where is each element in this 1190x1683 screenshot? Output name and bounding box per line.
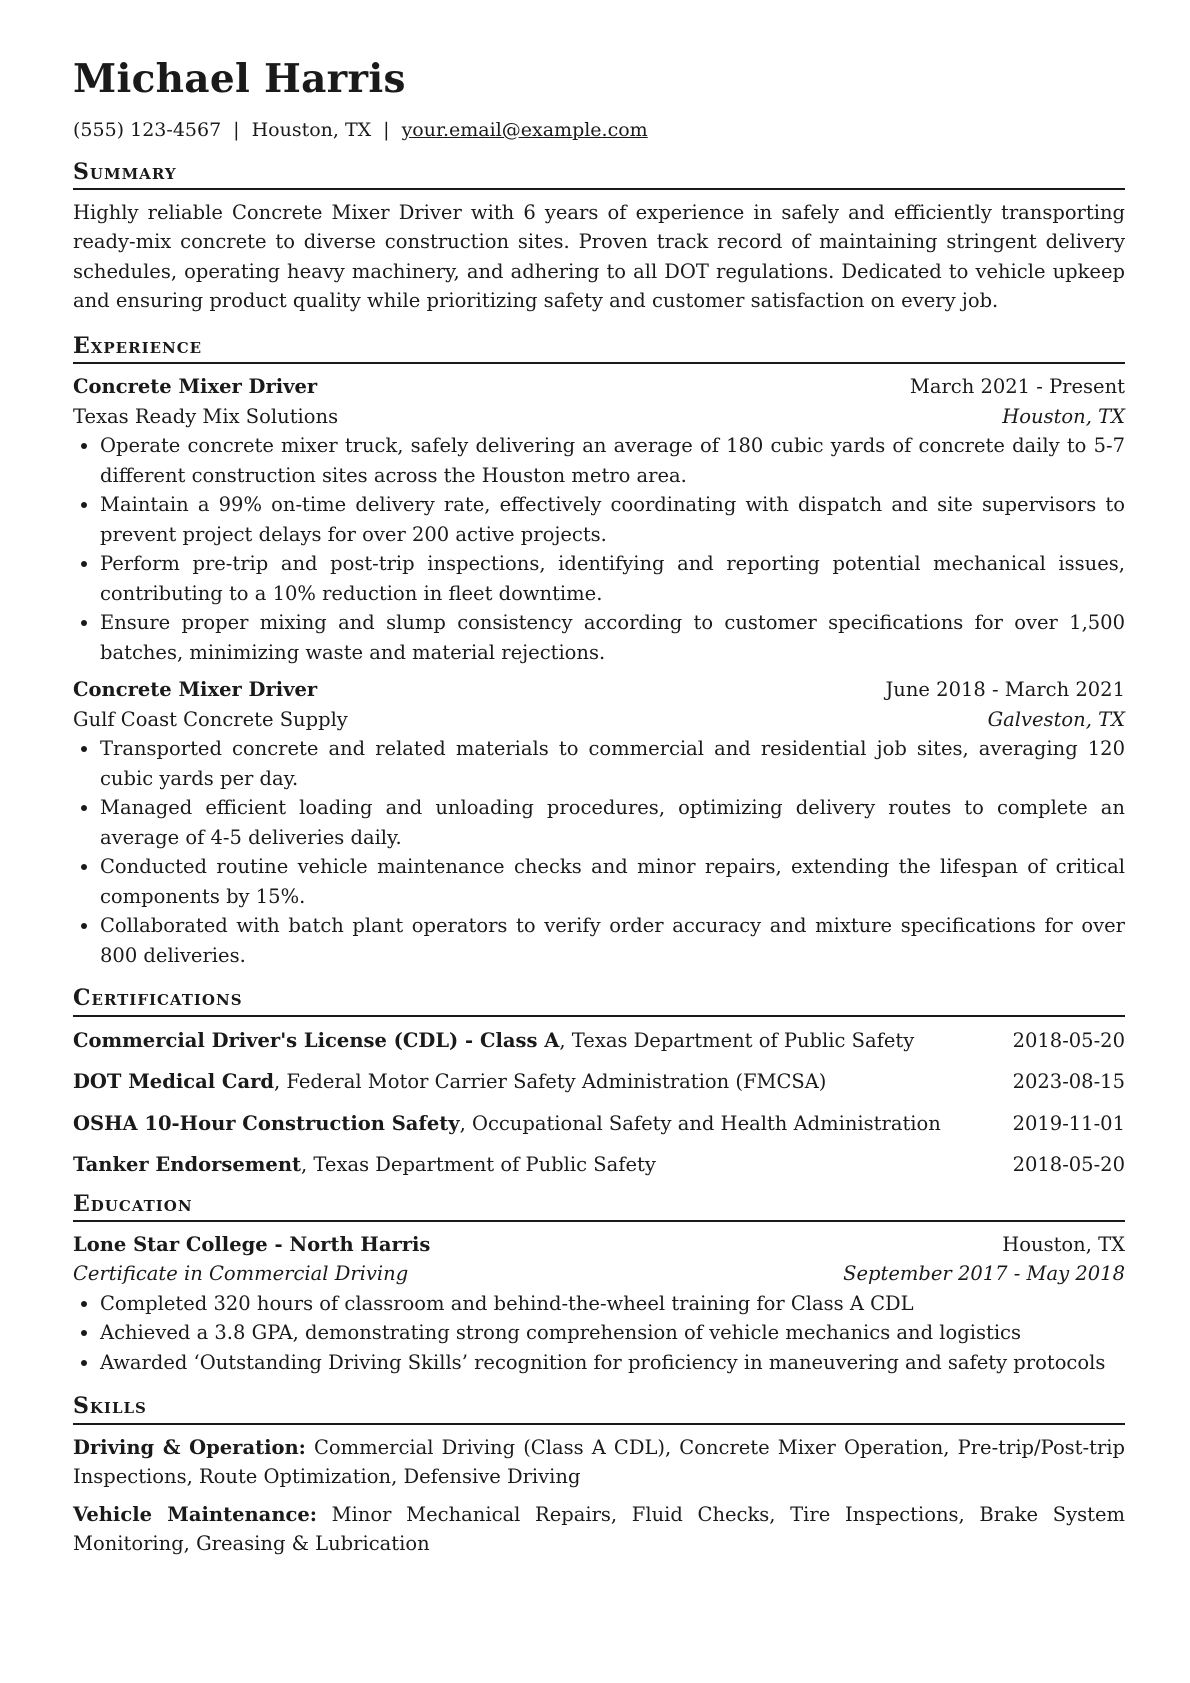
job-role: Concrete Mixer Driver bbox=[73, 375, 318, 399]
skill-group bbox=[73, 1433, 1125, 1492]
certifications-list bbox=[73, 1026, 1125, 1180]
job-bullet: • Perform pre-trip and post-trip inspections, identifying and reporting potential mechanical issues, contributing to a 10% reduction in fleet downtime. bbox=[100, 549, 1125, 608]
job-dates: March 2021 - Present bbox=[909, 375, 1125, 399]
section-title-experience: Experience bbox=[73, 334, 1125, 364]
certification-item bbox=[73, 1150, 1125, 1179]
job-bullet: • Transported concrete and related materials to commercial and residential job sites, averaging 120 cubic yards per day. bbox=[100, 734, 1125, 793]
education-bullet: • Awarded ‘Outstanding Driving Skills’ recognition for proficiency in maneuvering and safety protocols bbox=[100, 1348, 1125, 1378]
skill-group-items: Minor Mechanical Repairs, Fluid Checks, Tire Inspections, Brake System Monitoring, Greasing & Lubrication bbox=[73, 1502, 1125, 1556]
skill-group-label: Driving & Operation: bbox=[73, 1435, 306, 1459]
certification-name: Tanker Endorsement bbox=[73, 1153, 302, 1177]
job-dates: June 2018 - March 2021 bbox=[885, 678, 1125, 702]
contact-separator: | bbox=[383, 118, 390, 141]
job-bullet: • Operate concrete mixer truck, safely delivering an average of 180 cubic yards of concrete daily to 5-7 different construction sites across the Houston metro area. bbox=[100, 431, 1125, 490]
candidate-name: Michael Harris bbox=[73, 56, 406, 102]
email-link[interactable]: your.email@example.com bbox=[401, 118, 648, 141]
job-entry bbox=[73, 675, 1125, 970]
certification-issuer: , Occupational Safety and Health Administration bbox=[459, 1111, 941, 1135]
job-bullet: • Maintain a 99% on-time delivery rate, effectively coordinating with dispatch and site supervisors to prevent project delays for over 200 active projects. bbox=[100, 490, 1125, 549]
certification-item bbox=[73, 1109, 1125, 1138]
certification-date: 2019-11-01 bbox=[1012, 1111, 1125, 1135]
job-bullet: • Ensure proper mixing and slump consistency according to customer specifications for over 1,500 batches, minimizing waste and material rejections. bbox=[100, 608, 1125, 667]
job-company: Gulf Coast Concrete Supply bbox=[73, 707, 348, 731]
certification-name: DOT Medical Card bbox=[73, 1070, 274, 1094]
school-location: Houston, TX bbox=[1002, 1232, 1125, 1256]
certification-issuer: , Federal Motor Carrier Safety Administration (FMCSA) bbox=[274, 1070, 827, 1094]
contact-separator: | bbox=[233, 118, 240, 141]
certification-item bbox=[73, 1067, 1125, 1096]
location: Houston, TX bbox=[251, 118, 372, 141]
education-header bbox=[73, 1230, 1125, 1260]
job-company-row bbox=[73, 705, 1125, 735]
education-program-row bbox=[73, 1259, 1125, 1289]
job-header bbox=[73, 372, 1125, 402]
phone-number: (555) 123-4567 bbox=[73, 118, 222, 141]
skill-group bbox=[73, 1500, 1125, 1559]
contact-line bbox=[73, 119, 1125, 142]
job-role: Concrete Mixer Driver bbox=[73, 678, 318, 702]
education-bullets bbox=[73, 1289, 1125, 1378]
job-entry bbox=[73, 372, 1125, 667]
certification-issuer: , Texas Department of Public Safety bbox=[301, 1153, 656, 1177]
program-name: Certificate in Commercial Driving bbox=[73, 1262, 409, 1286]
certification-name: OSHA 10-Hour Construction Safety bbox=[73, 1111, 460, 1135]
job-location: Galveston, TX bbox=[987, 707, 1125, 731]
section-title-summary: Summary bbox=[73, 160, 1125, 190]
summary-text: Highly reliable Concrete Mixer Driver with 6 years of experience in safely and efficiently transporting ready-mix concrete to diverse construction sites. Proven track record of maintaining stringent delivery schedules, operating heavy machinery, and adhering to all DOT regulations. Dedicated to vehicle upkeep and ensuring product quality while prioritizing safety and customer satisfaction on every job. bbox=[73, 200, 1125, 313]
certification-date: 2018-05-20 bbox=[1012, 1153, 1125, 1177]
certification-name: Commercial Driver's License (CDL) - Class A bbox=[73, 1028, 560, 1052]
resume-page bbox=[73, 58, 1125, 1559]
certification-date: 2023-08-15 bbox=[1012, 1070, 1125, 1094]
job-bullet: • Collaborated with batch plant operators to verify order accuracy and mixture specifications for over 800 deliveries. bbox=[100, 911, 1125, 970]
job-bullet: • Managed efficient loading and unloading procedures, optimizing delivery routes to complete an average of 4-5 deliveries daily. bbox=[100, 793, 1125, 852]
school-name: Lone Star College - North Harris bbox=[73, 1232, 431, 1256]
job-location: Houston, TX bbox=[1002, 404, 1125, 428]
section-title-skills: Skills bbox=[73, 1394, 1125, 1424]
education-entry bbox=[73, 1230, 1125, 1378]
job-header bbox=[73, 675, 1125, 705]
section-title-certifications: Certifications bbox=[73, 986, 1125, 1016]
education-dates: September 2017 - May 2018 bbox=[843, 1262, 1125, 1286]
job-bullets bbox=[73, 431, 1125, 667]
education-bullet: • Achieved a 3.8 GPA, demonstrating strong comprehension of vehicle mechanics and logistics bbox=[100, 1318, 1125, 1348]
education-bullet: • Completed 320 hours of classroom and behind-the-wheel training for Class A CDL bbox=[100, 1289, 1125, 1319]
certification-item bbox=[73, 1026, 1125, 1055]
certification-date: 2018-05-20 bbox=[1012, 1028, 1125, 1052]
job-company: Texas Ready Mix Solutions bbox=[73, 404, 339, 428]
skill-group-label: Vehicle Maintenance: bbox=[73, 1502, 317, 1526]
skill-group-items: Commercial Driving (Class A CDL), Concrete Mixer Operation, Pre-trip/Post-trip Inspections, Route Optimization, Defensive Driving bbox=[73, 1435, 1125, 1489]
section-title-education: Education bbox=[73, 1192, 1125, 1222]
job-bullets bbox=[73, 734, 1125, 970]
certification-issuer: , Texas Department of Public Safety bbox=[559, 1028, 915, 1052]
job-bullet: • Conducted routine vehicle maintenance checks and minor repairs, extending the lifespan of critical components by 15%. bbox=[100, 852, 1125, 911]
job-company-row bbox=[73, 402, 1125, 432]
